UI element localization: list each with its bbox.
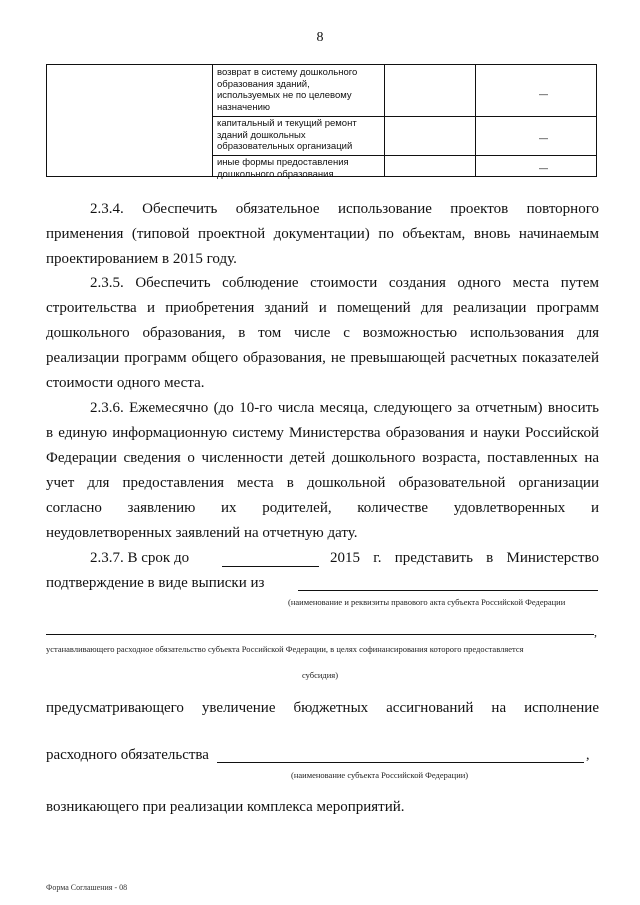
table-row: капитальный и текущий ремонт зданий дошкольных образовательных организаций [217,118,357,152]
caption-legal-act: (наименование и реквизиты правового акта субъекта Российской Федерации [288,597,566,607]
caption-subsidy: субсидия) [301,670,339,680]
table-cell-value: — [539,89,548,99]
paragraph-2-3-7-end: 2015 г. представить в Министерство [330,550,599,566]
table-column-divider [384,65,385,176]
expenditure-obligation-label: расходного обязательства [46,747,209,763]
table-column-divider [475,65,476,176]
table-row: возврат в систему дошкольного образования зданий, используемых не по целевому назначению [217,67,358,113]
paragraph-2-3-4: 2.3.4. Обеспечить обязательное использование проектов повторного применения (типовой проектной документации) по объектам, вновь начинаемым проектированием в 2015 году. [46,201,599,267]
date-blank-line [222,566,319,567]
page-number: 8 [316,30,324,45]
paragraph-2-3-5: 2.3.5. Обеспечить соблюдение стоимости создания одного места путем строительства и приобретения зданий и помещений для реализации программ дошкольного образования, в том числе с возможностью использования для реализации программ общего образования, не превышающей расчетных показателей стоимости одного места. [46,275,599,391]
closing-line: возникающего при реализации комплекса мероприятий. [46,799,405,815]
table-row-divider [212,155,596,156]
table-column-divider [212,65,213,176]
paragraph-2-3-6: 2.3.6. Ежемесячно (до 10-го числа месяца, следующего за отчетным) вносить в единую информационную систему Министерства образования и науки Российской Федерации сведения о численности детей дошкольного возраста, поставленных на учет для предоставления места в дошкольной образовательной организации согласно заявлению их родителей, количестве удовлетворенных и неудовлетворенных заявлений на отчетную дату. [46,400,599,541]
paragraph-2-3-7-line2: подтверждение в виде выписки из [46,575,265,591]
comma-mark: , [586,748,590,763]
caption-expenditure-obligation: устанавливающего расходное обязательство субъекта Российской Федерации, в целях софинансирования которого предоставляется [46,644,524,654]
table-cell-value: — [539,133,548,143]
measures-table [46,64,597,180]
legal-act-continuation-line [46,634,594,635]
region-name-blank-line [217,762,584,763]
table-cell-value: — [539,163,548,173]
table-row: иные формы предоставления дошкольного образования [217,157,349,180]
page-footer: Форма Соглашения - 08 [46,883,128,892]
table-row-divider [212,116,596,117]
comma-mark: , [594,625,597,639]
budget-increase-line: предусматривающего увеличение бюджетных ассигнований на исполнение [46,700,599,716]
legal-act-blank-line [298,590,598,591]
caption-region-name: (наименование субъекта Российской Федерации) [291,770,469,780]
paragraph-2-3-7-start: 2.3.7. В срок до [90,550,190,566]
